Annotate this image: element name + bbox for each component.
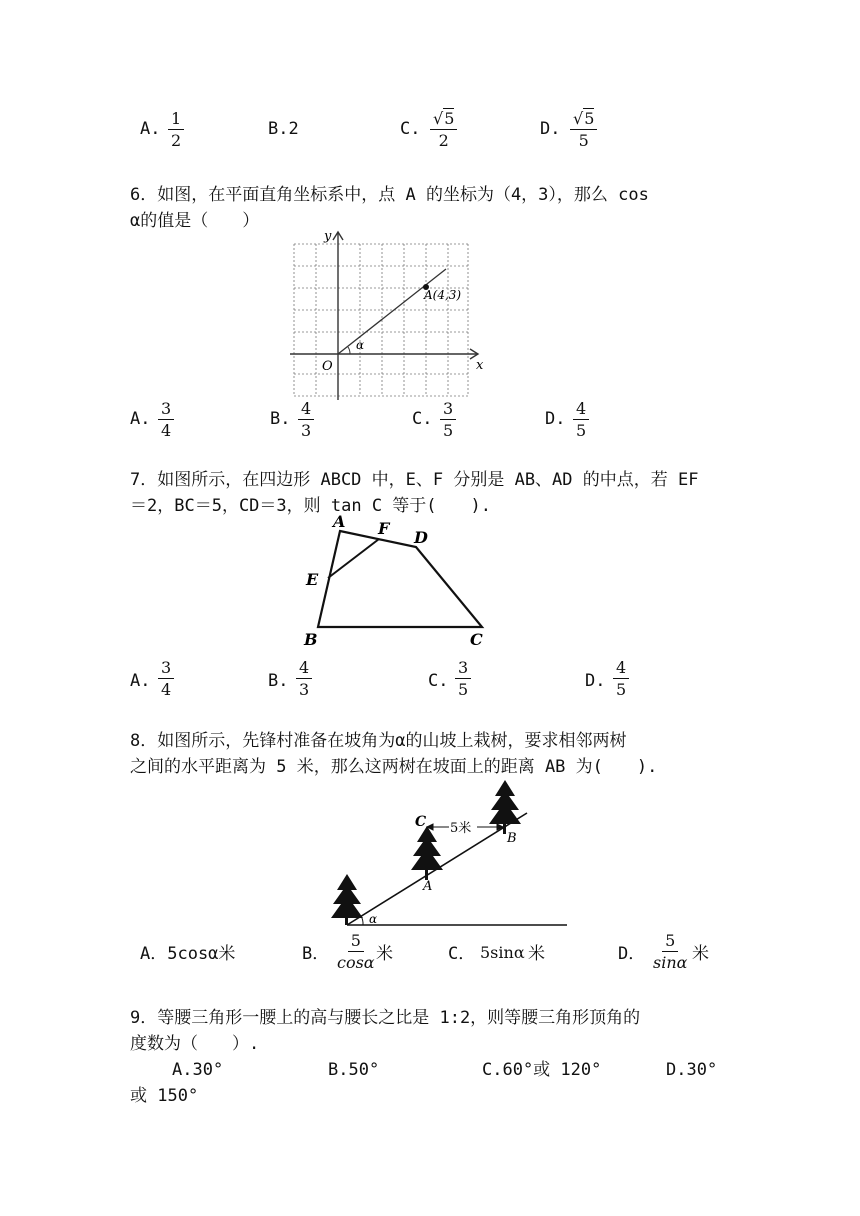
quadrilateral-abcd xyxy=(318,531,482,627)
q5-option-c-label: C. xyxy=(400,119,421,139)
q8-option-b-label: B． xyxy=(302,944,330,964)
q9-option-d-continued: 或 150° xyxy=(130,1086,199,1106)
numerator: 4 xyxy=(613,659,629,679)
q8-option-d-unit: 米 xyxy=(692,944,709,964)
q7-stem-line2: ＝2，BC＝5，CD＝3，则 tan C 等于( ). xyxy=(130,496,491,516)
q6-coordinate-figure xyxy=(280,228,490,403)
point-a-label: A(4,3) xyxy=(424,288,462,302)
vertex-c-label: C xyxy=(470,630,483,649)
denominator: 4 xyxy=(161,680,172,699)
q9-option-a: A.30° xyxy=(172,1060,224,1080)
denominator: 5 xyxy=(458,680,469,699)
q8-option-c-unit: 米 xyxy=(528,944,545,964)
point-f-label: F xyxy=(378,519,390,538)
ray-oa xyxy=(338,269,446,354)
q6-option-d-fraction xyxy=(573,400,589,440)
point-b-label: B xyxy=(507,831,517,846)
denominator: 4 xyxy=(161,421,172,440)
q7-option-d-fraction xyxy=(613,659,629,699)
q8-option-b-fraction xyxy=(334,932,378,972)
denominator: 5 xyxy=(578,131,589,150)
q8-option-c-label: C． xyxy=(448,944,476,964)
numerator: 3 xyxy=(455,659,471,679)
numerator-sqrt: √5 xyxy=(430,110,457,130)
point-c-label: C xyxy=(415,814,427,830)
q9-option-b: B.50° xyxy=(328,1060,380,1080)
q8-option-d-label: D． xyxy=(618,944,646,964)
q9-option-c: C.60°或 120° xyxy=(482,1060,602,1080)
q8-stem-line2: 之间的水平距离为 5 米，那么这两树在坡面上的距离 AB 为( ). xyxy=(130,757,658,777)
point-e-label: E xyxy=(306,570,319,589)
tree-icon xyxy=(331,874,363,925)
point-a-label: A xyxy=(423,879,433,894)
denominator: 2 xyxy=(171,131,182,150)
q7-option-a-label: A. xyxy=(130,671,151,691)
q8-option-b-unit: 米 xyxy=(376,944,393,964)
q8-option-c-expr: 5sinα xyxy=(480,943,525,962)
q9-option-d: D.30° xyxy=(666,1060,718,1080)
q7-option-a-fraction xyxy=(158,659,174,699)
q5-option-a-label: A. xyxy=(140,119,161,139)
q7-option-b-label: B. xyxy=(268,671,289,691)
denominator: 5 xyxy=(576,421,587,440)
q6-option-d-label: D. xyxy=(545,409,566,429)
q6-stem-line2: α的值是（ ） xyxy=(130,211,260,231)
q6-option-b-fraction xyxy=(298,400,314,440)
origin-label: O xyxy=(322,359,333,374)
q6-option-a-fraction xyxy=(158,400,174,440)
q5-option-b: B.2 xyxy=(268,119,299,139)
numerator: 4 xyxy=(573,400,589,420)
vertex-a-label: A xyxy=(333,512,346,531)
numerator-sqrt: √5 xyxy=(570,110,597,130)
angle-arc xyxy=(348,347,350,354)
numerator: 4 xyxy=(296,659,312,679)
q9-stem-line2: 度数为（ ）. xyxy=(130,1034,260,1054)
denominator: 2 xyxy=(438,131,449,150)
q6-option-c-label: C. xyxy=(412,409,433,429)
q5-option-a-fraction xyxy=(168,110,184,150)
numerator: 3 xyxy=(158,659,174,679)
alpha-label: α xyxy=(369,912,378,926)
alpha-label: α xyxy=(356,338,365,352)
numerator: 3 xyxy=(440,400,456,420)
q6-option-b-label: B. xyxy=(270,409,291,429)
q9-stem-line1: 9．等腰三角形一腰上的高与腰长之比是 1:2，则等腰三角形顶角的 xyxy=(130,1008,641,1028)
vertex-d-label: D xyxy=(414,528,428,547)
q6-option-a-label: A. xyxy=(130,409,151,429)
denominator: cosα xyxy=(337,953,375,972)
numerator: 1 xyxy=(168,110,184,130)
q6-option-c-fraction xyxy=(440,400,456,440)
axes xyxy=(290,232,478,400)
q8-stem-line1: 8．如图所示，先锋村准备在坡角为α的山坡上栽树，要求相邻两树 xyxy=(130,731,627,751)
denominator: 5 xyxy=(616,680,627,699)
q7-option-c-label: C. xyxy=(428,671,449,691)
q5-option-c-fraction xyxy=(430,110,457,150)
numerator: 5 xyxy=(662,932,678,952)
vertex-b-label: B xyxy=(304,630,318,649)
q7-quadrilateral-figure xyxy=(300,512,500,652)
denominator: 3 xyxy=(299,680,310,699)
x-axis-label: x xyxy=(476,358,484,373)
numerator: 5 xyxy=(348,932,364,952)
distance-label: 5米 xyxy=(450,821,472,836)
numerator: 4 xyxy=(298,400,314,420)
tree-icon xyxy=(489,780,521,834)
q8-option-a: A．5cosα米 xyxy=(140,944,236,964)
q7-stem-line1: 7．如图所示，在四边形 ABCD 中，E、F 分别是 AB、AD 的中点，若 EF xyxy=(130,470,699,490)
denominator: 3 xyxy=(301,421,312,440)
segment-ef xyxy=(328,539,379,578)
tree-icon xyxy=(411,826,443,880)
q6-stem-line1: 6．如图，在平面直角坐标系中，点 A 的坐标为（4，3），那么 cos xyxy=(130,185,649,205)
q8-option-d-fraction xyxy=(650,932,690,972)
y-axis-label: y xyxy=(324,229,332,244)
q5-option-d-fraction xyxy=(570,110,597,150)
numerator: 3 xyxy=(158,400,174,420)
q7-option-c-fraction xyxy=(455,659,471,699)
q7-option-d-label: D. xyxy=(585,671,606,691)
q5-option-d-label: D. xyxy=(540,119,561,139)
denominator: 5 xyxy=(443,421,454,440)
denominator: sinα xyxy=(653,953,688,972)
q7-option-b-fraction xyxy=(296,659,312,699)
q8-slope-figure xyxy=(325,778,575,933)
